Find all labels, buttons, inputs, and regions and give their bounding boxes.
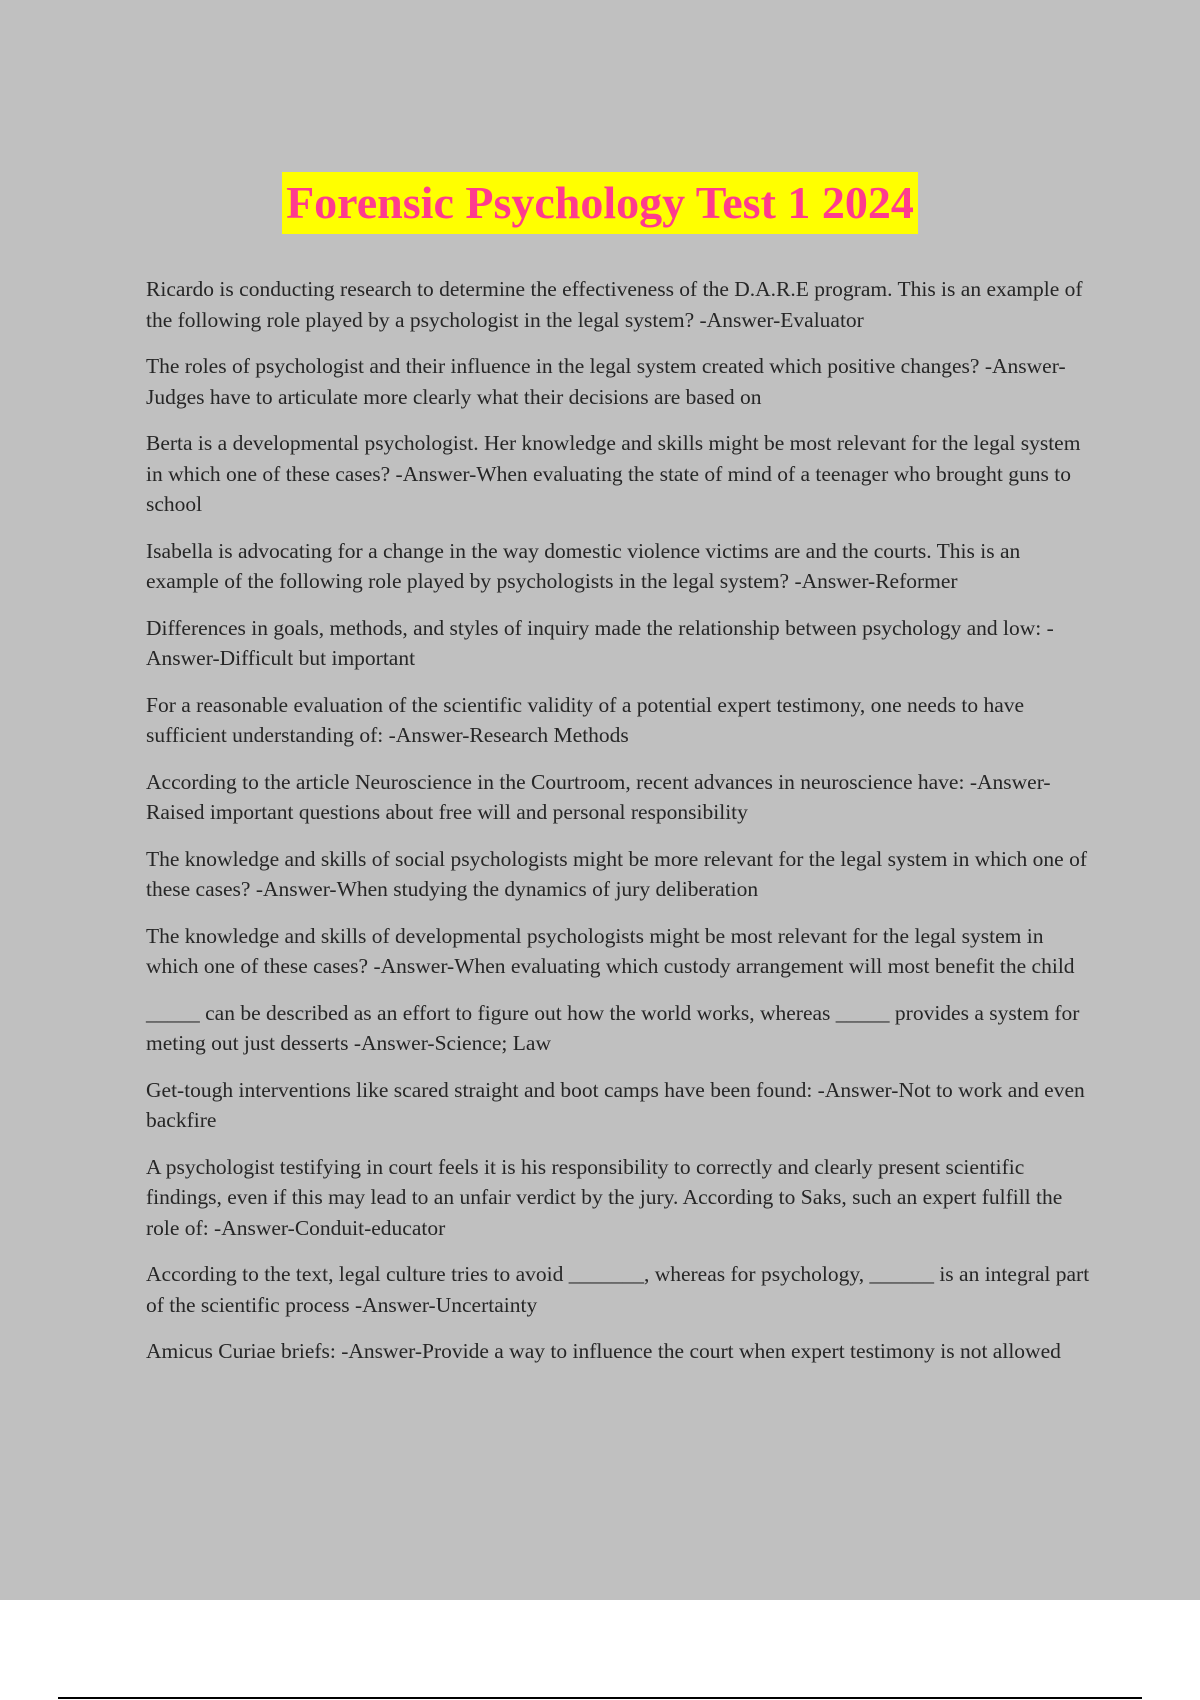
qa-item: The roles of psychologist and their influence in the legal system created which positive changes? -Answer-Judges have to articulate more clearly what their decisions are based on xyxy=(146,354,1066,409)
qa-item: According to the text, legal culture tries to avoid _______, whereas for psychology, ______ is an integral part of the scientific process -Answer-Uncertainty xyxy=(146,1262,1090,1317)
qa-item: Differences in goals, methods, and styles of inquiry made the relationship between psychology and low: -Answer-Difficult but important xyxy=(146,615,1054,670)
qa-item: A psychologist testifying in court feels it is his responsibility to correctly and clearly present scientific findings, even if this may lead to an unfair verdict by the jury. According to Saks, such an expert fulfill the role of: -Answer-Conduit-educator xyxy=(146,1154,1063,1240)
qa-item: Get-tough interventions like scared straight and boot camps have been found: -Answer-Not to work and even backfire xyxy=(146,1077,1085,1132)
qa-list xyxy=(146,274,1090,1383)
qa-item: The knowledge and skills of social psychologists might be more relevant for the legal system in which one of these cases? -Answer-When studying the dynamics of jury deliberation xyxy=(146,846,1088,901)
qa-item: Berta is a developmental psychologist. Her knowledge and skills might be most relevant for the legal system in which one of these cases? -Answer-When evaluating the state of mind of a teenager who brought guns to school xyxy=(146,431,1081,516)
qa-item: For a reasonable evaluation of the scientific validity of a potential expert testimony, one needs to have sufficient understanding of: -Answer-Research Methods xyxy=(146,692,1025,747)
qa-item: Isabella is advocating for a change in the way domestic violence victims are and the courts. This is an example of the following role played by psychologists in the legal system? -Answer-Reformer xyxy=(146,538,1021,593)
document-title: Forensic Psychology Test 1 2024 xyxy=(282,172,918,234)
title-wrap xyxy=(0,172,1200,234)
qa-item: _____ can be described as an effort to figure out how the world works, whereas _____ provides a system for meting out just desserts -Answer-Science; Law xyxy=(146,1000,1080,1055)
qa-item: Amicus Curiae briefs: -Answer-Provide a way to influence the court when expert testimony is not allowed xyxy=(146,1339,1061,1363)
qa-item: Ricardo is conducting research to determine the effectiveness of the D.A.R.E program. This is an example of the following role played by a psychologist in the legal system? -Answer-Evaluator xyxy=(146,277,1083,332)
qa-item: The knowledge and skills of developmental psychologists might be most relevant for the legal system in which one of these cases? -Answer-When evaluating which custody arrangement will most benefit the child xyxy=(146,923,1075,978)
qa-item: According to the article Neuroscience in the Courtroom, recent advances in neuroscience have: -Answer-Raised important questions about free will and personal responsibility xyxy=(146,769,1051,824)
bottom-divider xyxy=(58,1697,1142,1699)
